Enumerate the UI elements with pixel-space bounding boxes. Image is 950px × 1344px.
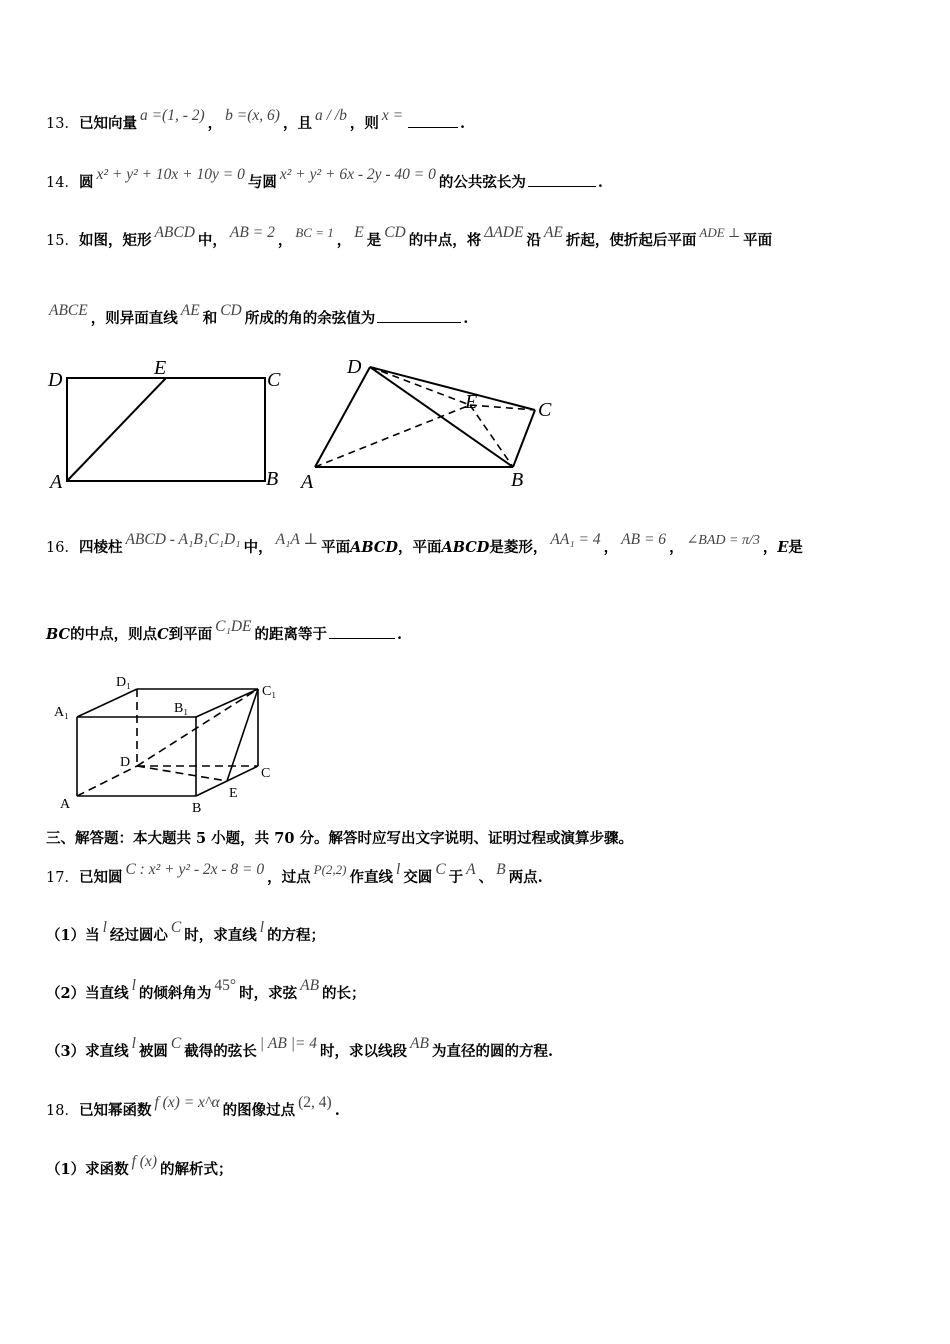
label-b1: B₁ bbox=[174, 701, 189, 716]
section-heading: 三、解答题：本大题共 5 小题，共 70 分。解答时应写出文字说明、证明过程或演算步骤。 bbox=[46, 830, 633, 847]
label-a: A bbox=[301, 471, 314, 493]
text: 中， bbox=[243, 539, 273, 556]
text: 的解析式； bbox=[159, 1161, 233, 1178]
text: 两点. bbox=[508, 869, 543, 886]
text: ，则异面直线 bbox=[90, 310, 178, 327]
text: 当直线 bbox=[85, 985, 129, 1002]
edge-da bbox=[315, 367, 370, 467]
math: E bbox=[354, 224, 364, 241]
text: 时，求直线 bbox=[184, 927, 257, 944]
text: ，且 bbox=[282, 115, 312, 132]
question-18-part-1 bbox=[46, 1153, 233, 1180]
label-a: A bbox=[50, 471, 63, 493]
answer-blank bbox=[377, 308, 461, 323]
question-14 bbox=[46, 166, 603, 193]
question-17 bbox=[46, 861, 543, 888]
text: 的中点，将 bbox=[408, 232, 482, 249]
text: ，则 bbox=[349, 115, 379, 132]
text: 与圆 bbox=[247, 174, 277, 191]
math: AA₁ = 4 bbox=[550, 531, 601, 548]
segment-ae bbox=[67, 378, 166, 481]
label-b: B bbox=[511, 469, 524, 491]
text: 被圆 bbox=[138, 1043, 168, 1060]
text: 作直线 bbox=[349, 869, 393, 886]
math: AE bbox=[543, 224, 563, 241]
label-a: A bbox=[60, 797, 71, 812]
text: ， bbox=[277, 232, 293, 249]
part-label: （1） bbox=[46, 927, 86, 944]
figure-prism bbox=[50, 670, 290, 820]
math: f (x) bbox=[131, 1153, 157, 1170]
label-c: C bbox=[267, 369, 281, 391]
text: 的中点，则点 bbox=[70, 626, 158, 643]
text: 已知向量 bbox=[78, 115, 137, 132]
text: 和 bbox=[202, 310, 218, 327]
text: BC bbox=[46, 626, 71, 643]
math: l bbox=[396, 861, 401, 878]
text: 已知幂函数 bbox=[78, 1102, 152, 1119]
math-circle-1: x² + y² + 10x + 10y = 0 bbox=[96, 166, 245, 183]
edge-ae-dashed bbox=[315, 405, 470, 467]
math: l bbox=[102, 919, 107, 936]
question-15 bbox=[46, 224, 773, 251]
label-a1: A₁ bbox=[54, 705, 69, 720]
text: ， bbox=[603, 539, 619, 556]
text: ， bbox=[207, 115, 223, 132]
text: 截得的弦长 bbox=[184, 1043, 257, 1060]
math: ΔADE bbox=[484, 224, 524, 241]
label-c: C bbox=[261, 766, 271, 781]
text: ， bbox=[336, 232, 352, 249]
math: AB bbox=[300, 977, 320, 994]
label-e: E bbox=[229, 786, 238, 801]
text: ， bbox=[762, 539, 778, 556]
math-parallel: a / /b bbox=[314, 107, 347, 124]
label-c: C bbox=[538, 399, 552, 421]
part-label: （2） bbox=[46, 985, 86, 1002]
label-b: B bbox=[192, 801, 202, 816]
text: ABCD bbox=[350, 539, 398, 556]
edge-ad-dashed bbox=[77, 766, 137, 796]
answer-blank bbox=[329, 624, 395, 639]
math: C bbox=[170, 1035, 182, 1052]
math: AB = 6 bbox=[621, 531, 667, 548]
text: 的图像过点 bbox=[222, 1102, 296, 1119]
math: (2, 4) bbox=[298, 1094, 332, 1111]
label-d: D bbox=[48, 369, 63, 391]
answer-blank bbox=[528, 172, 596, 187]
math: 45° bbox=[214, 977, 237, 994]
text: 的距离等于 bbox=[254, 626, 328, 643]
label-c1: C₁ bbox=[262, 684, 277, 699]
math: ABCD - A₁B₁C₁D₁ bbox=[125, 531, 241, 548]
text: 求函数 bbox=[85, 1161, 129, 1178]
part-label: （1） bbox=[46, 1161, 86, 1178]
math: C : x² + y² - 2x - 8 = 0 bbox=[125, 861, 265, 878]
math: AB = 2 bbox=[229, 224, 275, 241]
question-number: 18． bbox=[46, 1103, 79, 1119]
text: 折起，使折起后平面 bbox=[565, 232, 697, 249]
edge-c1e bbox=[227, 689, 258, 781]
label-e: E bbox=[154, 357, 167, 379]
text: 求直线 bbox=[85, 1043, 129, 1060]
text: . bbox=[460, 115, 466, 132]
label-d: D bbox=[347, 356, 362, 378]
edge-a1d1 bbox=[77, 689, 137, 717]
edge-dc1-dashed bbox=[137, 689, 258, 766]
figure-rectangle bbox=[40, 350, 300, 495]
text: 经过圆心 bbox=[109, 927, 168, 944]
question-17-part-3 bbox=[46, 1035, 554, 1062]
text: . bbox=[397, 626, 403, 643]
math: BC = 1 bbox=[295, 225, 334, 240]
text: ，过点 bbox=[267, 869, 311, 886]
math-x: x = bbox=[381, 107, 404, 124]
math: AE bbox=[180, 302, 200, 319]
text: . bbox=[334, 1102, 340, 1119]
text: E bbox=[777, 539, 789, 556]
text: 所成的角的余弦值为 bbox=[244, 310, 376, 327]
math-vector-a: a =(1, - 2) bbox=[139, 107, 205, 124]
edge-dc bbox=[370, 367, 535, 410]
math: C bbox=[435, 861, 446, 878]
math: A bbox=[466, 861, 476, 878]
text: . bbox=[463, 310, 469, 327]
math: | AB |= 4 bbox=[259, 1035, 318, 1052]
question-13 bbox=[46, 107, 466, 134]
text: 是 bbox=[788, 539, 803, 556]
text: ABCD bbox=[441, 539, 490, 556]
text: 时，求以线段 bbox=[320, 1043, 408, 1060]
text: 、 bbox=[478, 869, 494, 886]
math: CD bbox=[384, 224, 406, 241]
math: l bbox=[259, 919, 265, 936]
question-number: 13． bbox=[46, 116, 79, 132]
text: 平面 bbox=[743, 232, 773, 249]
math: ABCE bbox=[49, 302, 88, 319]
math: B bbox=[496, 861, 506, 878]
math: A₁A ⊥ bbox=[275, 531, 319, 548]
text: C bbox=[157, 626, 169, 643]
question-15-cont bbox=[46, 302, 469, 329]
edge-cb bbox=[513, 410, 535, 467]
text: 到平面 bbox=[168, 626, 213, 643]
math: f (x) = x^α bbox=[154, 1094, 220, 1111]
text: ，平面 bbox=[397, 539, 442, 556]
question-number: 17． bbox=[46, 870, 79, 886]
text: 的公共弦长为 bbox=[438, 174, 526, 191]
text: 是 bbox=[366, 232, 382, 249]
math: ADE ⊥ bbox=[699, 225, 741, 240]
rectangle-abcd bbox=[67, 378, 265, 481]
text: 圆 bbox=[78, 174, 94, 191]
text: 的长； bbox=[322, 985, 366, 1002]
text: 时，求弦 bbox=[239, 985, 298, 1002]
text: ， bbox=[669, 539, 684, 556]
question-17-part-1 bbox=[46, 919, 326, 946]
math: l bbox=[131, 977, 136, 994]
edge-eb-dashed bbox=[470, 405, 513, 467]
math: ABCD bbox=[154, 224, 195, 241]
text: 中， bbox=[197, 232, 227, 249]
text: 为直径的圆的方程. bbox=[431, 1043, 554, 1060]
math: ∠BAD = π/3 bbox=[686, 533, 760, 548]
label-d: D bbox=[120, 755, 131, 770]
math: C bbox=[170, 919, 182, 936]
math: C₁DE bbox=[215, 618, 252, 635]
text: 四棱柱 bbox=[78, 539, 123, 556]
edge-b1c1 bbox=[196, 689, 258, 717]
math: CD bbox=[220, 302, 242, 319]
text: 已知圆 bbox=[78, 869, 123, 886]
edge-de-dashed bbox=[137, 766, 227, 781]
label-b: B bbox=[266, 468, 279, 490]
text: 的倾斜角为 bbox=[138, 985, 212, 1002]
edge-de-dashed bbox=[370, 367, 470, 405]
label-d1: D₁ bbox=[116, 675, 131, 690]
question-17-part-2 bbox=[46, 977, 366, 1004]
question-16 bbox=[46, 531, 803, 559]
part-label: （3） bbox=[46, 1043, 86, 1060]
answer-blank bbox=[408, 113, 458, 128]
label-e: E bbox=[465, 391, 478, 413]
math-circle-2: x² + y² + 6x - 2y - 40 = 0 bbox=[279, 166, 436, 183]
text: . bbox=[597, 174, 603, 191]
text: 于 bbox=[448, 869, 464, 886]
question-18 bbox=[46, 1094, 340, 1121]
figure-folded bbox=[295, 350, 565, 495]
text: 平面 bbox=[321, 539, 351, 556]
text: 交圆 bbox=[403, 869, 433, 886]
text: 沿 bbox=[526, 232, 541, 249]
math: AB bbox=[410, 1035, 429, 1052]
question-16-cont bbox=[46, 618, 403, 645]
text: 当 bbox=[85, 927, 100, 944]
text: 如图，矩形 bbox=[78, 232, 152, 249]
question-number: 15． bbox=[46, 233, 79, 249]
question-number: 14． bbox=[46, 175, 79, 191]
question-number: 16． bbox=[46, 540, 79, 556]
text: 是菱形， bbox=[489, 539, 548, 556]
math-vector-b: b =(x, 6) bbox=[225, 107, 280, 124]
math: l bbox=[131, 1035, 136, 1052]
text: 的方程； bbox=[267, 927, 326, 944]
math: P(2,2) bbox=[313, 862, 347, 877]
